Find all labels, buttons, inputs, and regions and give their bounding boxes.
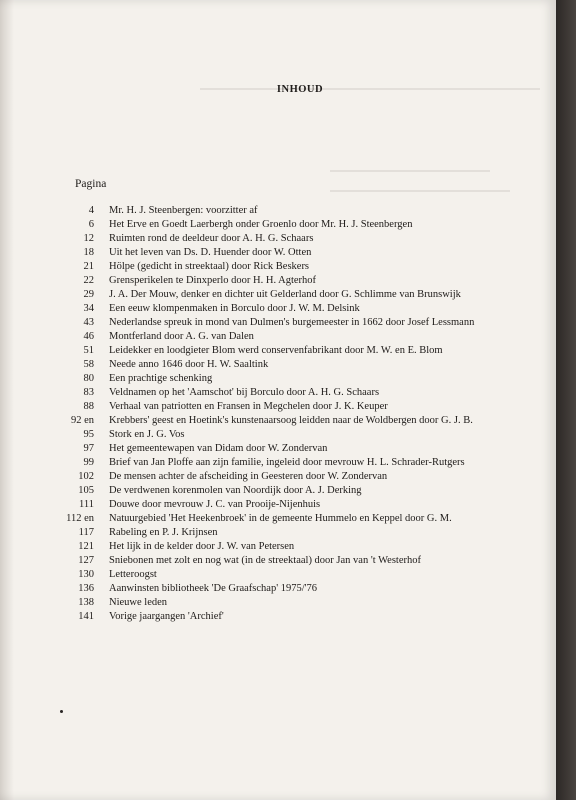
toc-entry-title: Ruimten rond de deeldeur door A. H. G. Schaars xyxy=(109,233,314,245)
toc-entry-title: Neede anno 1646 door H. W. Saaltink xyxy=(109,359,269,371)
toc-page-number: 58 xyxy=(83,359,94,371)
toc-page-number: 21 xyxy=(83,261,94,273)
toc-entry xyxy=(60,303,540,317)
toc-entry-title: Douwe door mevrouw J. C. van Prooije-Nijenhuis xyxy=(109,499,321,511)
toc-entry xyxy=(60,555,540,569)
toc-entry xyxy=(60,247,540,261)
toc-entry-title: Sniebonen met zolt en nog wat (in de streektaal) door Jan van 't Westerhof xyxy=(109,555,421,567)
toc-entry xyxy=(60,569,540,583)
toc-page-number: 34 xyxy=(83,303,94,315)
toc-entry-title: Een prachtige schenking xyxy=(109,373,213,385)
toc-page-number: 127 xyxy=(78,555,94,567)
toc-page-number: 105 xyxy=(78,485,94,497)
toc-entry-title: De verdwenen korenmolen van Noordijk door A. J. Derking xyxy=(109,485,362,497)
toc-entry-title: Montferland door A. G. van Dalen xyxy=(109,331,254,343)
toc-entry-title: Stork en J. G. Vos xyxy=(109,429,185,441)
toc-entry xyxy=(60,457,540,471)
toc-entry-title: Een eeuw klompenmaken in Borculo door J. W. M. Delsink xyxy=(109,303,360,315)
toc-entry-title: De mensen achter de afscheiding in Geesteren door W. Zondervan xyxy=(109,471,388,483)
toc-entry xyxy=(60,205,540,219)
toc-page-number: 46 xyxy=(83,331,94,343)
toc-entry xyxy=(60,233,540,247)
toc-entry xyxy=(60,219,540,233)
toc-entry-title: Het gemeentewapen van Didam door W. Zondervan xyxy=(109,443,328,455)
toc-entry xyxy=(60,471,540,485)
toc-entry-title: Aanwinsten bibliotheek 'De Graafschap' 1975/'76 xyxy=(109,583,318,595)
toc-page-number: 92 en xyxy=(70,415,94,427)
toc-entry xyxy=(60,373,540,387)
table-of-contents xyxy=(60,205,540,625)
toc-page-number: 130 xyxy=(78,569,94,581)
show-through-line xyxy=(330,170,490,172)
toc-entry xyxy=(60,485,540,499)
ink-speck xyxy=(60,710,63,713)
toc-entry-title: Krebbers' geest en Hoetink's kunstenaarsoog leidden naar de Woldbergen door G. J. B. xyxy=(109,415,473,427)
toc-page-number: 43 xyxy=(83,317,94,329)
toc-page-number: 138 xyxy=(78,597,94,609)
toc-page-number: 22 xyxy=(83,275,94,287)
toc-page-number: 95 xyxy=(83,429,94,441)
toc-page-number: 83 xyxy=(83,387,94,399)
toc-entry xyxy=(60,611,540,625)
page-edge-shadow xyxy=(0,0,14,800)
pagina-column-label: Pagina xyxy=(75,178,107,190)
toc-entry-title: Brief van Jan Ploffe aan zijn familie, ingeleid door mevrouw H. L. Schrader-Rutgers xyxy=(109,457,465,469)
toc-page-number: 97 xyxy=(83,443,94,455)
show-through-line xyxy=(330,190,510,192)
toc-page-number: 80 xyxy=(83,373,94,385)
toc-entry xyxy=(60,359,540,373)
toc-entry xyxy=(60,513,540,527)
toc-entry xyxy=(60,429,540,443)
toc-entry xyxy=(60,527,540,541)
toc-entry-title: Uit het leven van Ds. D. Huender door W. Otten xyxy=(109,247,312,259)
toc-page-number: 18 xyxy=(83,247,94,259)
toc-page-number: 6 xyxy=(88,219,94,231)
toc-page-number: 136 xyxy=(78,583,94,595)
toc-page-number: 99 xyxy=(83,457,94,469)
toc-page-number: 121 xyxy=(78,541,94,553)
toc-entry xyxy=(60,583,540,597)
toc-entry-title: Nieuwe leden xyxy=(109,597,168,609)
toc-entry xyxy=(60,401,540,415)
toc-entry-title: J. A. Der Mouw, denker en dichter uit Gelderland door G. Schlimme van Brunswijk xyxy=(109,289,461,301)
toc-entry xyxy=(60,345,540,359)
toc-entry xyxy=(60,443,540,457)
toc-entry xyxy=(60,415,540,429)
toc-entry-title: Grensperikelen te Dinxperlo door H. H. Agterhof xyxy=(109,275,317,287)
toc-entry xyxy=(60,541,540,555)
toc-page-number: 88 xyxy=(83,401,94,413)
toc-entry-title: Verhaal van patriotten en Fransen in Megchelen door J. K. Keuper xyxy=(109,401,388,413)
toc-entry-title: Letteroogst xyxy=(109,569,157,581)
toc-page-number: 4 xyxy=(88,205,94,216)
toc-entry-title: Mr. H. J. Steenbergen: voorzitter af xyxy=(109,205,258,216)
toc-entry xyxy=(60,261,540,275)
dark-background-edge xyxy=(556,0,576,800)
toc-entry-title: Veldnamen op het 'Aamschot' bij Borculo door A. H. G. Schaars xyxy=(109,387,380,399)
toc-page-number: 112 en xyxy=(66,513,94,525)
toc-entry xyxy=(60,317,540,331)
toc-entry xyxy=(60,499,540,513)
toc-entry-title: Het lijk in de kelder door J. W. van Petersen xyxy=(109,541,295,553)
toc-entry xyxy=(60,597,540,611)
toc-page-number: 51 xyxy=(83,345,94,357)
page-title: INHOUD xyxy=(276,84,324,95)
toc-entry xyxy=(60,387,540,401)
toc-entry-title: Vorige jaargangen 'Archief' xyxy=(109,611,224,623)
toc-entry xyxy=(60,289,540,303)
toc-entry-title: Nederlandse spreuk in mond van Dulmen's burgemeester in 1662 door Josef Lessmann xyxy=(109,317,475,329)
toc-entry-title: Leidekker en loodgieter Blom werd conservenfabrikant door M. W. en E. Blom xyxy=(109,345,443,357)
toc-entry-title: Rabeling en P. J. Krijnsen xyxy=(109,527,218,539)
toc-page-number: 111 xyxy=(79,499,94,511)
toc-entry-title: Hölpe (gedicht in streektaal) door Rick Beskers xyxy=(109,261,310,273)
toc-entry-title: Het Erve en Goedt Laerbergh onder Groenlo door Mr. H. J. Steenbergen xyxy=(109,219,413,231)
toc-page-number: 141 xyxy=(78,611,94,623)
toc-page-number: 117 xyxy=(78,527,94,539)
toc-entry xyxy=(60,331,540,345)
toc-page-number: 12 xyxy=(83,233,94,245)
toc-page-number: 29 xyxy=(83,289,94,301)
toc-entry-title: Natuurgebied 'Het Heekenbroek' in de gemeente Hummelo en Keppel door G. M. xyxy=(109,513,452,525)
toc-entry xyxy=(60,275,540,289)
toc-page-number: 102 xyxy=(78,471,94,483)
